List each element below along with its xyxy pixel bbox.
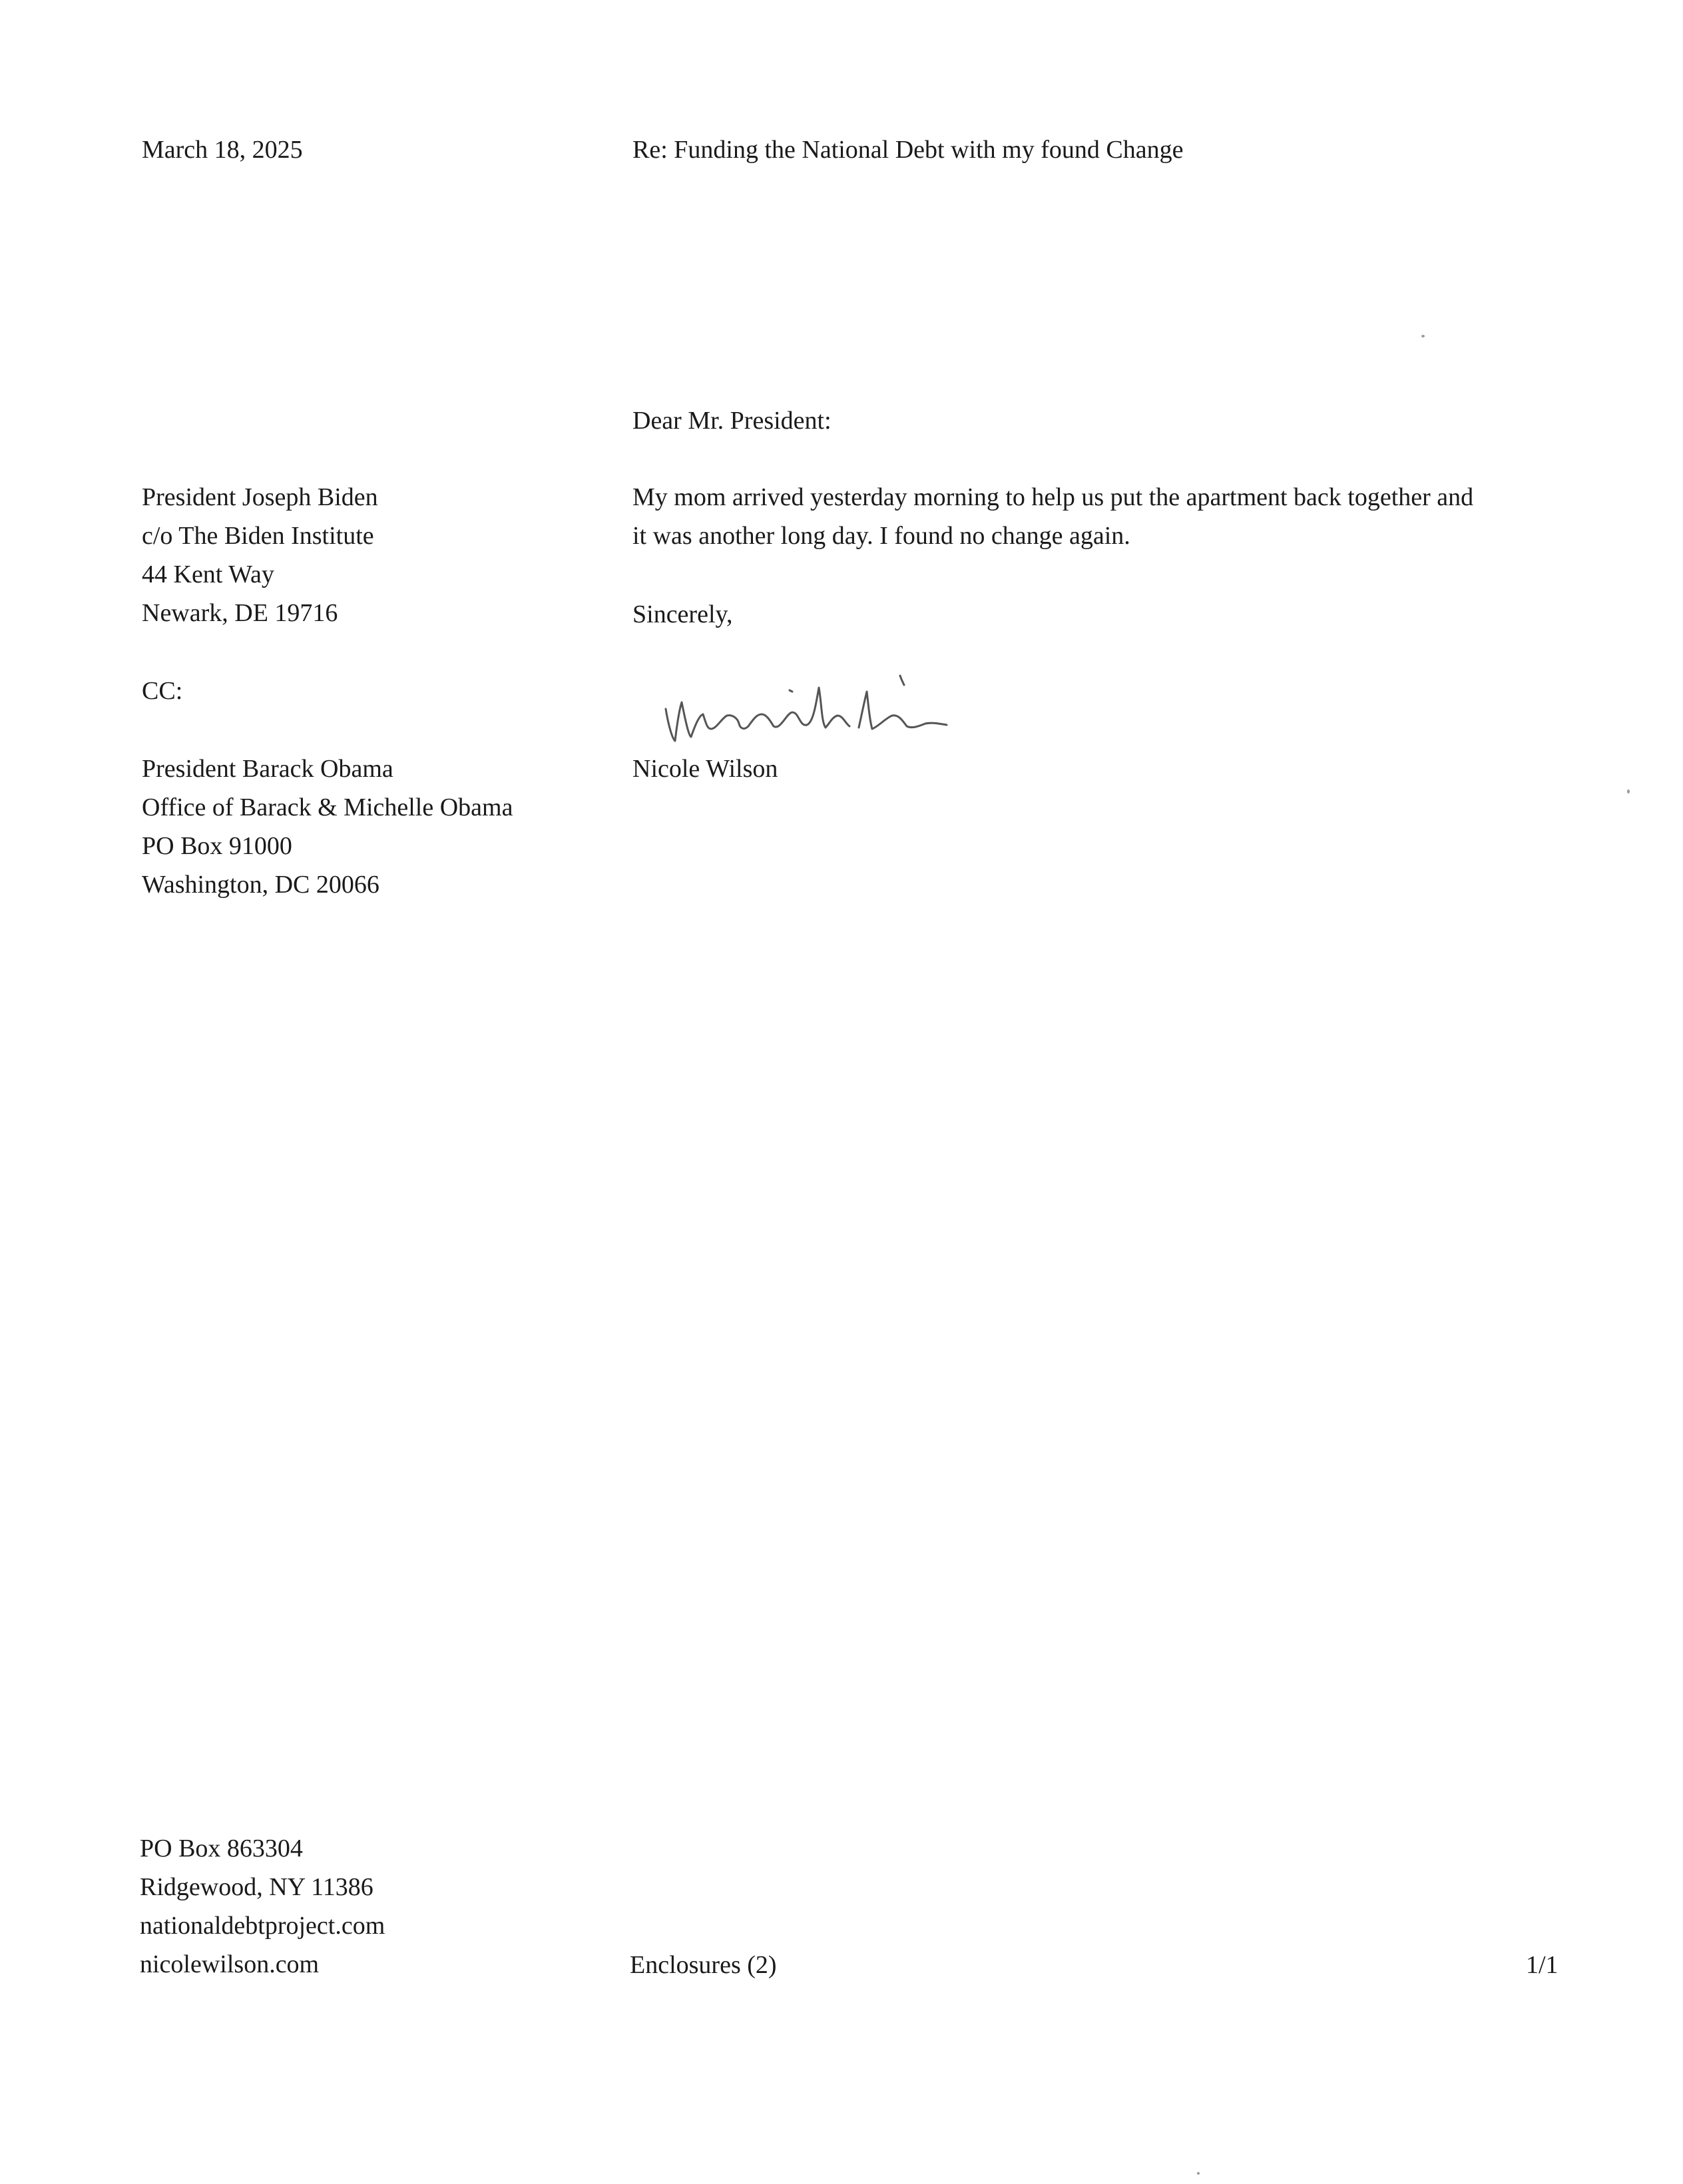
sender-po-box: PO Box 863304	[140, 1835, 303, 1862]
letter-date: March 18, 2025	[142, 136, 303, 164]
sender-website: nationaldebtproject.com	[140, 1912, 385, 1940]
page-number: 1/1	[1526, 1951, 1559, 1979]
body-line: it was another long day. I found no change again.	[632, 522, 1130, 550]
cc-label: CC:	[142, 677, 183, 705]
salutation: Dear Mr. President:	[632, 407, 832, 435]
closing: Sincerely,	[632, 600, 733, 628]
signer-name: Nicole Wilson	[632, 755, 778, 783]
recipient-street: 44 Kent Way	[142, 560, 274, 588]
body-line: My mom arrived yesterday morning to help us put the apartment back together and	[632, 483, 1474, 511]
sender-city: Ridgewood, NY 11386	[140, 1873, 373, 1901]
recipient-city: Newark, DE 19716	[142, 599, 338, 627]
cc-name: President Barack Obama	[142, 755, 393, 783]
scan-speck	[1421, 335, 1425, 337]
recipient-name: President Joseph Biden	[142, 483, 378, 511]
cc-city: Washington, DC 20066	[142, 871, 379, 899]
cc-street: PO Box 91000	[142, 832, 292, 860]
enclosures-note: Enclosures (2)	[630, 1951, 777, 1979]
sender-website: nicolewilson.com	[140, 1950, 320, 1978]
cc-organization: Office of Barack & Michelle Obama	[142, 793, 513, 821]
recipient-address	[142, 478, 378, 632]
cc-address	[142, 750, 513, 904]
scan-speck	[1627, 789, 1630, 793]
scan-speck	[1197, 2172, 1200, 2175]
sender-address	[140, 1829, 385, 1984]
signature-image	[659, 662, 1005, 756]
recipient-organization: c/o The Biden Institute	[142, 522, 374, 550]
letter-body	[632, 478, 1578, 555]
letter-subject: Re: Funding the National Debt with my found Change	[632, 136, 1184, 164]
